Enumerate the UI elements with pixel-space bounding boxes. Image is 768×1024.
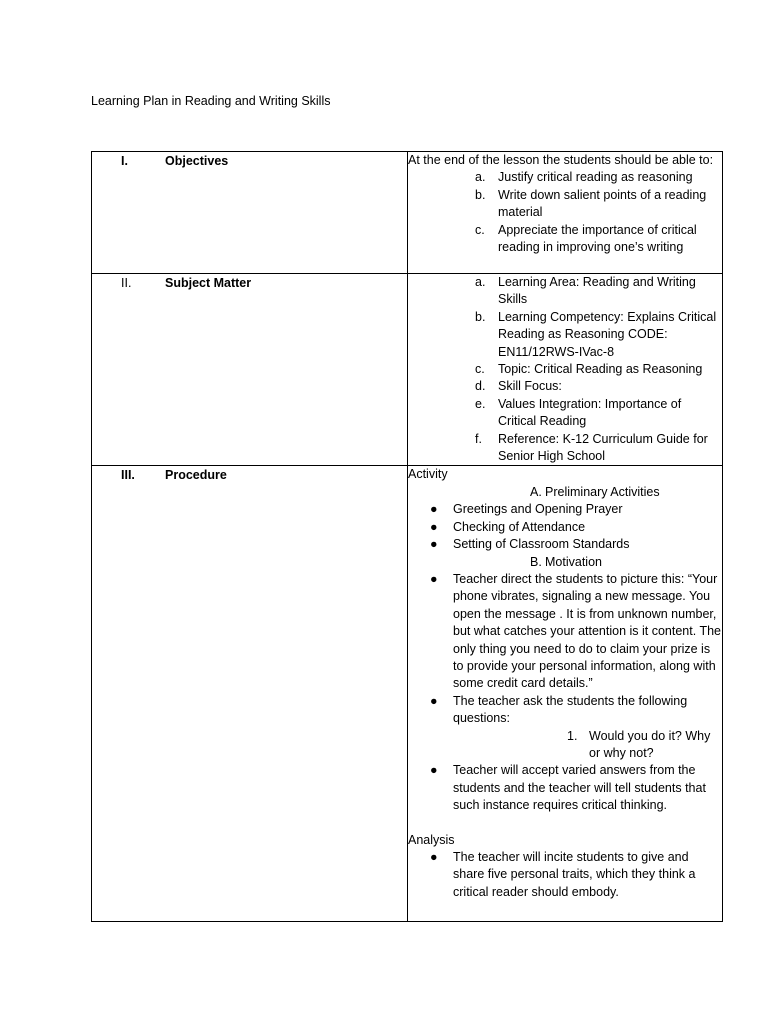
list-item: ● The teacher will incite students to give and share five personal traits, which they think a critical reader should embody. (430, 850, 696, 899)
preliminary-list (408, 501, 722, 553)
section-numeral: III. (121, 468, 135, 483)
objectives-content-cell (408, 152, 723, 274)
list-item: c. Appreciate the importance of critical reading in improving one’s writing (475, 222, 697, 255)
list-item: d. Skill Focus: (475, 379, 562, 394)
bullet-icon: ● (430, 763, 438, 778)
activity-label: Activity (408, 467, 448, 482)
subject-matter-content-cell (408, 274, 723, 466)
bullet-icon: ● (430, 850, 438, 864)
procedure-row (92, 466, 723, 922)
bullet-icon: ● (430, 537, 438, 552)
preliminary-header: A. Preliminary Activities (530, 484, 660, 499)
list-item: ● Teacher will accept varied answers from the students and the teacher will tell students that such instance requires critical thinking. (430, 763, 706, 813)
list-item: b. Learning Competency: Explains Critical Reading as Reasoning CODE: EN11/12RWS-IVac-8 (475, 309, 717, 359)
list-item: c. Topic: Critical Reading as Reasoning (475, 362, 703, 377)
list-item: 1. Would you do it? Why or why not? (567, 728, 711, 760)
section-label: Subject Matter (165, 276, 252, 290)
motivation-list (408, 571, 722, 728)
list-item: b. Write down salient points of a reading material (475, 187, 707, 220)
question-list (408, 728, 722, 763)
subject-matter-row (92, 274, 723, 466)
list-item: a. Justify critical reading as reasoning (475, 170, 693, 185)
objectives-intro: At the end of the lesson the students should be able to: (408, 153, 714, 167)
list-item: ● Greetings and Opening Prayer (408, 501, 722, 518)
list-item: ● Checking of Attendance (408, 519, 722, 536)
list-item: ● The teacher ask the students the following questions: (430, 693, 688, 726)
list-item: a. Learning Area: Reading and Writing Skills (475, 275, 696, 307)
subject-matter-heading-cell (92, 274, 408, 466)
procedure-content-cell (408, 466, 723, 922)
objectives-list (408, 169, 722, 256)
objectives-row (92, 152, 723, 274)
learning-plan-table (91, 151, 723, 922)
motivation-header: B. Motivation (530, 554, 602, 569)
bullet-icon: ● (430, 502, 438, 517)
procedure-heading-cell (92, 466, 408, 922)
list-item: f. Reference: K-12 Curriculum Guide for Senior High School (475, 431, 708, 464)
objectives-heading-cell (92, 152, 408, 274)
analysis-list (408, 849, 722, 901)
list-item: e. Values Integration: Importance of Critical Reading (475, 396, 682, 429)
document-title: Learning Plan in Reading and Writing Skills (91, 94, 331, 108)
subject-matter-list (408, 274, 722, 465)
list-item: ● Teacher direct the students to picture this: “Your phone vibrates, signaling a new message. You open the message . It is from unknown number, but what catches your attention is it content. The only thing you need to do to claim your prize is to provide your personal information, along with some credit card details.” (430, 571, 721, 691)
list-item: ● Setting of Classroom Standards (408, 536, 722, 553)
bullet-icon: ● (430, 519, 438, 534)
analysis-label: Analysis (408, 832, 455, 847)
section-label: Objectives (165, 154, 229, 168)
section-numeral: I. (121, 154, 128, 168)
bullet-icon: ● (430, 571, 438, 586)
section-numeral: II. (121, 276, 132, 290)
motivation-final-list (408, 762, 722, 814)
section-label: Procedure (165, 468, 227, 483)
bullet-icon: ● (430, 693, 438, 708)
